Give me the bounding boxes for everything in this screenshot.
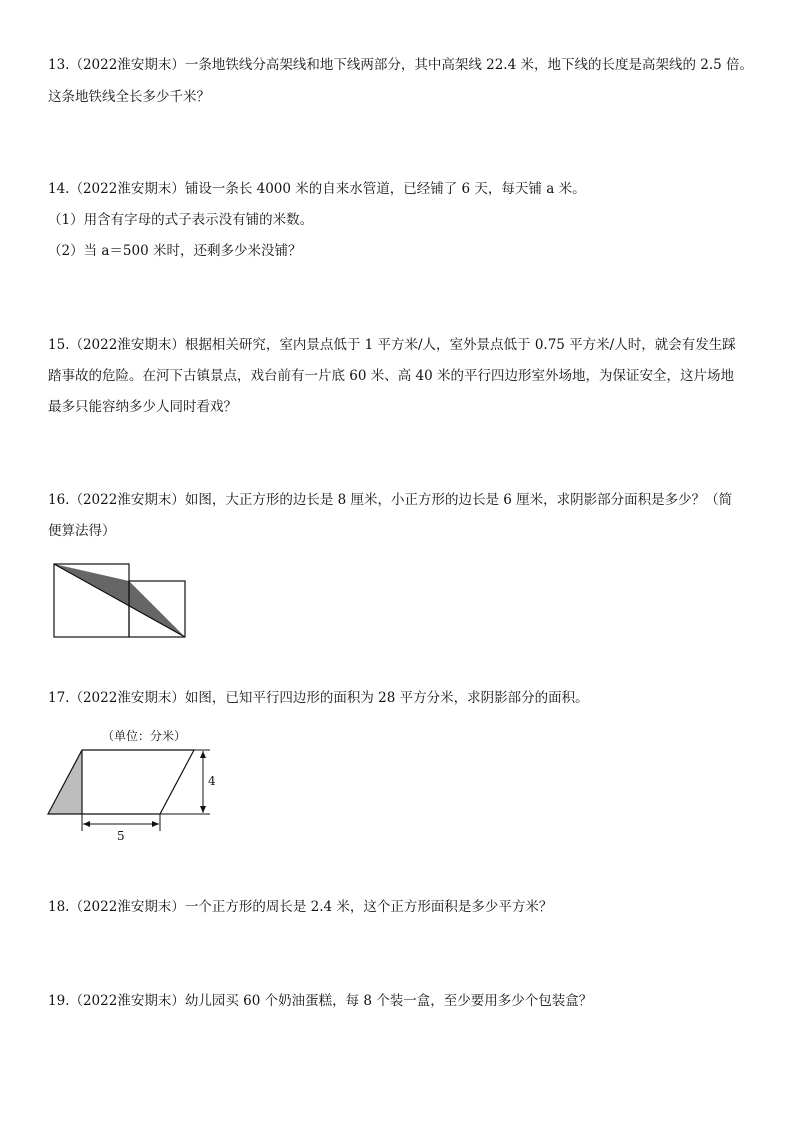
q17-unit-label: （单位：分米） [102,729,187,743]
q19-line-1: 19.（2022淮安期末）幼儿园买 60 个奶油蛋糕，每 8 个装一盒，至少要用多少个包装盒？ [48,993,593,1009]
q17-base-label: 5 [117,829,125,843]
q16-diagonal [54,564,185,637]
q14-line-2: （1）用含有字母的式子表示没有铺的米数。 [48,212,314,228]
q16-squares-figure [50,560,190,642]
q17-height-label: 4 [208,774,216,788]
q15-line-3: 最多只能容纳多少人同时看戏？ [48,399,237,415]
q16-line-2: 便算法得） [48,523,116,539]
q17-base-arrowhead-left [83,821,90,827]
q17-height-arrowhead-top [200,751,206,758]
q14-line-1: 14.（2022淮安期末）铺设一条长 4000 米的自来水管道，已经铺了 6 天，每天铺 a 米。 [48,181,586,197]
q13-line-2: 这条地铁线全长多少千米？ [48,89,210,105]
q15-line-1: 15.（2022淮安期末）根据相关研究，室内景点低于 1 平方米/人，室外景点低于 0.75 平方米/人时，就会有发生踩 [48,337,736,353]
q16-line-1: 16.（2022淮安期末）如图，大正方形的边长是 8 厘米，小正方形的边长是 6 厘米，求阴影部分面积是多少？（简 [48,492,733,508]
q13-line-1: 13.（2022淮安期末）一条地铁线分高架线和地下线两部分，其中高架线 22.4 米，地下线的长度是高架线的 2.5 倍。 [48,57,754,73]
q17-line-1: 17.（2022淮安期末）如图，已知平行四边形的面积为 28 平方分米，求阴影部分的面积。 [48,690,589,706]
q17-parallelogram-figure [44,724,220,850]
q15-line-2: 踏事故的危险。在河下古镇景点，戏台前有一片底 60 米、高 40 米的平行四边形室外场地，为保证安全，这片场地 [48,368,735,384]
q17-base-arrowhead-right [152,821,159,827]
q17-height-arrowhead-bottom [200,806,206,813]
q18-line-1: 18.（2022淮安期末）一个正方形的周长是 2.4 米，这个正方形面积是多少平方米？ [48,899,553,915]
q14-line-3: （2）当 a＝500 米时，还剩多少米没铺？ [48,243,302,259]
